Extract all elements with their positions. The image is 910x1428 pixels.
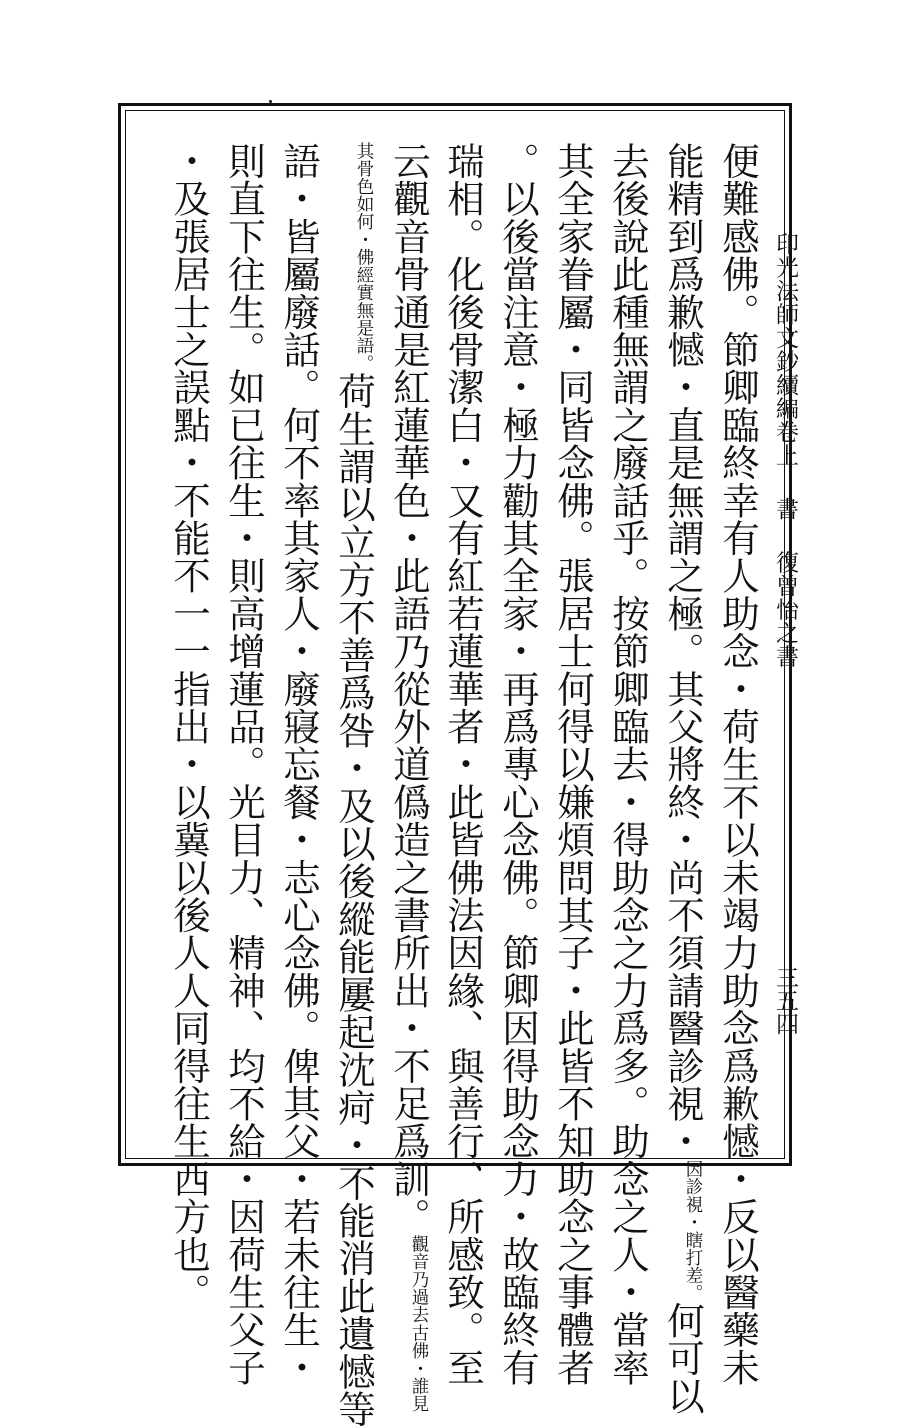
text-column-8 — [328, 142, 376, 1428]
column-text: 瑞相。化後骨潔白・又有紅若蓮華者・此皆佛法因緣、與善行、所感致。至 — [441, 142, 485, 1387]
note-line: 其骨色如何・佛 — [354, 142, 374, 266]
note-line: 古佛・誰見 — [409, 1323, 429, 1413]
book-title: 印光法師文鈔續編卷上 — [772, 232, 798, 467]
text-column-6 — [437, 142, 485, 1387]
interlinear-note — [353, 142, 372, 372]
note-line: 觀音乃過去 — [409, 1235, 429, 1324]
text-column-5 — [492, 142, 540, 1387]
column-text: 。以後當注意・極力勸其全家・再爲專心念佛。節卿因得助念力・故臨終有 — [496, 142, 540, 1387]
text-column-11 — [163, 142, 211, 1311]
column-text: 語・皆屬廢話。何不率其家人・廢寢忘餐・志心念佛。俾其父・若未往生・ — [277, 142, 321, 1387]
column-text: 便難感佛。節卿臨終幸有人助念・荷生不以未竭力助念爲歉憾・反以醫藥未 — [716, 142, 760, 1387]
text-column-3 — [602, 142, 650, 1387]
column-text-continued: 何可以 — [661, 1301, 705, 1415]
letter-title: 復曾怡之書 — [772, 550, 798, 668]
column-text: 則直下往生。如已往生・則高增蓮品。光目力、精神、均不給・因荷生父子 — [222, 142, 266, 1387]
page-number: 三五四 — [772, 966, 798, 1035]
section-label: 書 — [772, 497, 798, 521]
text-column-10 — [218, 142, 266, 1387]
column-text: 去後說此種無謂之廢話乎。按節卿臨去・得助念之力爲多。助念之人・當率 — [606, 142, 650, 1387]
column-text: 荷生謂以立方不善爲咎・及以後縱能屢起沈疴・不能消此遺憾等 — [332, 372, 376, 1428]
column-text: ・及張居士之誤點・不能不一一指出・以冀以後人人同得往生西方也。 — [167, 142, 211, 1311]
column-text: 云觀音骨通是紅蓮華色・此語乃從外道僞造之書所出・不足爲訓。 — [387, 142, 431, 1236]
text-column-1 — [712, 142, 760, 1387]
text-column-9 — [273, 142, 321, 1387]
interlinear-note — [408, 1235, 427, 1412]
column-text: 其全家眷屬・同皆念佛。張居士何得以嫌煩問其子・此皆不知助念之事體者 — [551, 142, 595, 1387]
note-line: 經實無是語。 — [354, 265, 374, 373]
note-line: 因診視・ — [683, 1159, 703, 1231]
text-column-7 — [383, 142, 431, 1413]
text-column-2 — [657, 142, 705, 1415]
note-line: 瞎打差。 — [683, 1230, 703, 1302]
interlinear-note — [682, 1160, 701, 1302]
column-text: 能精到爲歉憾・直是無謂之極。其父將終・尚不須請醫診視・ — [661, 142, 705, 1160]
running-head — [768, 232, 796, 668]
text-column-4 — [547, 142, 595, 1387]
